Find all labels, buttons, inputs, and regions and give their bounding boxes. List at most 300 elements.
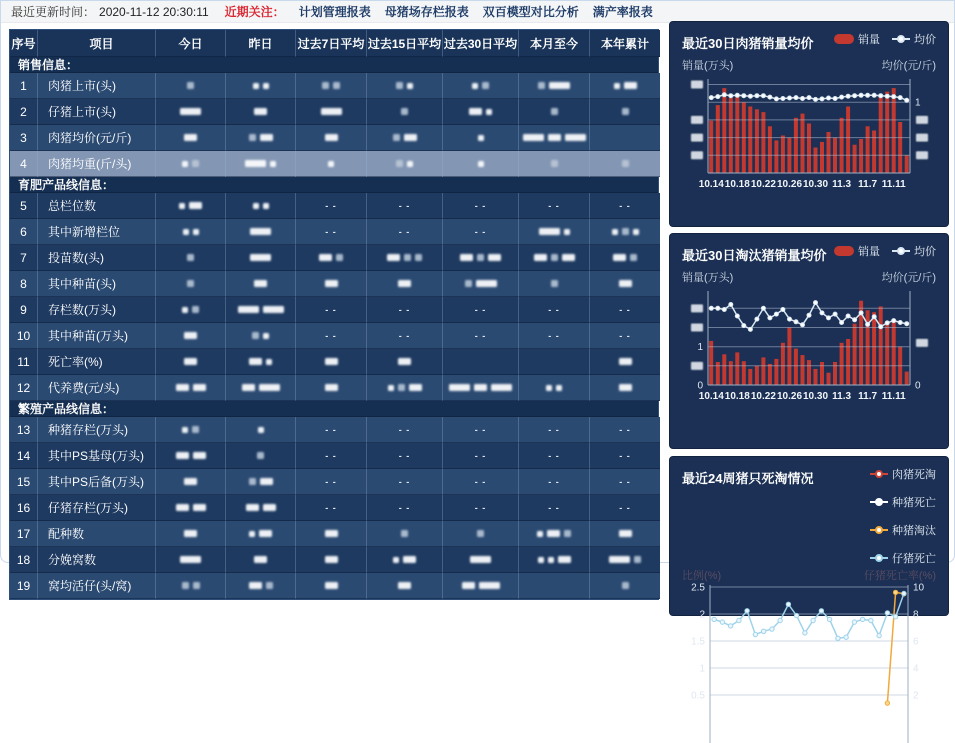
value-cell	[226, 547, 296, 573]
svg-text:4: 4	[913, 663, 919, 675]
legend-bar-swatch	[834, 246, 854, 256]
focus-link[interactable]: 母猪场存栏报表	[384, 5, 469, 19]
chart-card-mortality	[669, 456, 949, 702]
redacted-value	[564, 530, 571, 537]
legend-line-swatch	[870, 473, 888, 475]
svg-text:10: 10	[913, 582, 925, 594]
redacted-value	[460, 254, 473, 261]
value-cell	[156, 245, 226, 271]
column-header: 项目	[38, 30, 156, 57]
value-cell	[156, 151, 226, 177]
focus-links	[285, 3, 653, 20]
svg-text:11.3: 11.3	[832, 391, 852, 402]
value-cell	[367, 349, 443, 375]
legend-label: 销量	[858, 34, 880, 46]
svg-text:6: 6	[913, 636, 919, 648]
chart-title: 最近30日肉猪销量均价	[682, 36, 814, 51]
table-row[interactable]	[10, 219, 658, 245]
y-axis-left-label: 销量(万头)	[682, 272, 734, 284]
redacted-value	[477, 254, 484, 261]
value-cell	[519, 151, 590, 177]
redacted-value	[622, 228, 629, 235]
svg-text:11.11: 11.11	[881, 391, 906, 402]
value-cell	[226, 297, 296, 323]
legend-item[interactable]	[870, 522, 936, 538]
redacted-value	[465, 280, 472, 287]
value-cell	[226, 349, 296, 375]
redacted-value	[253, 83, 259, 89]
redacted-value	[488, 254, 501, 261]
value-cell	[296, 349, 367, 375]
redacted-value	[551, 254, 558, 261]
empty-value-dash: - -	[548, 330, 560, 341]
row-label: 仔猪存栏(万头)	[38, 495, 156, 521]
svg-text:11.7: 11.7	[858, 391, 878, 402]
table-row[interactable]	[10, 271, 658, 297]
value-cell	[519, 219, 590, 245]
redacted-value	[398, 358, 411, 365]
redacted-value	[474, 384, 487, 391]
table-row[interactable]	[10, 573, 658, 599]
y-axis-right-label: 仔猪死亡率(%)	[863, 570, 936, 582]
empty-value-dash: - -	[398, 450, 411, 461]
value-cell	[367, 323, 443, 349]
value-cell	[443, 151, 519, 177]
legend-bar-swatch	[834, 34, 854, 44]
redacted-value	[193, 504, 206, 511]
value-cell	[590, 151, 660, 177]
empty-value-dash: - -	[325, 424, 337, 435]
legend-label: 仔猪死亡	[892, 553, 936, 565]
redacted-value	[403, 556, 416, 563]
value-cell	[443, 73, 519, 99]
row-number: 11	[10, 349, 38, 375]
value-cell	[156, 271, 226, 297]
redacted-value	[624, 82, 637, 89]
focus-link[interactable]: 满产率报表	[592, 5, 653, 19]
value-cell	[519, 271, 590, 297]
value-cell	[519, 125, 590, 151]
redacted-value	[404, 254, 411, 261]
value-cell	[367, 521, 443, 547]
value-cell	[156, 297, 226, 323]
value-cell	[443, 547, 519, 573]
redacted-value	[565, 134, 586, 141]
legend-line-swatch	[870, 501, 888, 503]
redacted-value	[187, 82, 194, 89]
legend-item[interactable]	[870, 466, 936, 482]
legend-item[interactable]	[892, 31, 936, 47]
chart-canvas[interactable]	[682, 285, 936, 415]
redacted-value	[401, 530, 408, 537]
redacted-value	[523, 134, 544, 141]
value-cell	[226, 573, 296, 599]
value-cell	[590, 375, 660, 401]
redacted-value	[328, 161, 334, 167]
value-cell	[590, 417, 660, 443]
row-label: 肉猪均价(元/斤)	[38, 125, 156, 151]
value-cell	[226, 521, 296, 547]
row-label: 种猪存栏(万头)	[38, 417, 156, 443]
empty-value-dash: - -	[398, 304, 411, 315]
empty-value-dash: - -	[619, 330, 631, 341]
row-label: 其中PS基母(万头)	[38, 443, 156, 469]
empty-value-dash: - -	[325, 226, 337, 237]
svg-text:1: 1	[697, 342, 703, 354]
redacted-value	[401, 108, 408, 115]
chart-canvas[interactable]	[682, 583, 936, 743]
value-cell	[367, 495, 443, 521]
row-label: 其中种苗(万头)	[38, 323, 156, 349]
table-section-header: 销售信息：	[10, 57, 658, 73]
value-cell	[519, 73, 590, 99]
empty-value-dash: - -	[474, 200, 487, 211]
chart-card-pork-sales	[669, 21, 949, 227]
svg-text:0: 0	[697, 380, 703, 392]
redacted-value	[254, 108, 267, 115]
table-row[interactable]	[10, 151, 658, 177]
redacted-value	[180, 556, 201, 563]
table-row[interactable]	[10, 73, 658, 99]
row-number: 18	[10, 547, 38, 573]
redacted-value	[551, 108, 558, 115]
value-cell	[296, 271, 367, 297]
svg-text:2.5: 2.5	[691, 582, 705, 594]
redacted-value	[548, 134, 561, 141]
table-row[interactable]	[10, 125, 658, 151]
value-cell	[519, 375, 590, 401]
redacted-value	[325, 530, 338, 537]
svg-text:1: 1	[699, 663, 705, 675]
row-number: 14	[10, 443, 38, 469]
empty-value-dash: - -	[548, 476, 560, 487]
table-row[interactable]	[10, 375, 658, 401]
redacted-value	[182, 307, 188, 313]
value-cell	[519, 547, 590, 573]
chart-legend	[813, 466, 936, 566]
row-label: 其中PS后备(万头)	[38, 469, 156, 495]
chart-legend	[834, 31, 936, 47]
table-row[interactable]	[10, 547, 658, 573]
value-cell	[156, 323, 226, 349]
row-number: 9	[10, 297, 38, 323]
value-cell	[519, 521, 590, 547]
value-cell	[590, 547, 660, 573]
legend-line-swatch	[892, 38, 910, 40]
row-number: 10	[10, 323, 38, 349]
value-cell	[519, 495, 590, 521]
empty-value-dash: - -	[474, 330, 487, 341]
empty-value-dash: - -	[619, 304, 631, 315]
value-cell	[226, 99, 296, 125]
value-cell	[590, 495, 660, 521]
table-row[interactable]	[10, 349, 658, 375]
value-cell	[296, 375, 367, 401]
chart-card-cull-sales	[669, 233, 949, 449]
chart-canvas[interactable]	[682, 73, 936, 203]
row-label: 总栏位数	[38, 193, 156, 219]
empty-value-dash: - -	[548, 450, 560, 461]
update-time-value: 2020-11-12 20:30:11	[99, 4, 209, 19]
legend-item[interactable]	[834, 31, 880, 47]
value-cell	[226, 219, 296, 245]
redacted-value	[266, 359, 272, 365]
y-axis-left-label: 比例(%)	[682, 570, 722, 582]
value-cell	[367, 219, 443, 245]
value-cell	[590, 323, 660, 349]
value-cell	[590, 73, 660, 99]
row-label: 肉猪均重(斤/头)	[38, 151, 156, 177]
value-cell	[367, 417, 443, 443]
column-header: 昨日	[226, 30, 296, 57]
redacted-value	[612, 229, 618, 235]
svg-text:10.22: 10.22	[750, 391, 776, 402]
redacted-value	[388, 385, 394, 391]
value-cell	[367, 573, 443, 599]
redacted-value	[249, 531, 255, 537]
redacted-value	[609, 556, 630, 563]
redacted-value	[187, 254, 194, 261]
value-cell	[226, 495, 296, 521]
redacted-value	[325, 556, 338, 563]
focus-link[interactable]: 计划管理报表	[298, 5, 371, 19]
redacted-value	[613, 254, 626, 261]
column-header: 序号	[10, 30, 38, 57]
empty-value-dash: - -	[548, 304, 560, 315]
redacted-value	[619, 358, 632, 365]
value-cell	[519, 99, 590, 125]
focus-label: 近期关注：	[224, 5, 285, 19]
empty-value-dash: - -	[325, 502, 337, 513]
value-cell	[156, 349, 226, 375]
empty-value-dash: - -	[548, 502, 560, 513]
value-cell	[519, 297, 590, 323]
redacted-value	[333, 82, 340, 89]
value-cell	[367, 375, 443, 401]
redacted-value	[482, 82, 489, 89]
row-label: 窝均活仔(头/窝)	[38, 573, 156, 599]
chart-title: 最近24周猪只死淘情况	[682, 471, 814, 486]
redacted-value	[253, 203, 259, 209]
value-cell	[296, 443, 367, 469]
redacted-value	[462, 582, 475, 589]
value-cell	[519, 245, 590, 271]
value-cell	[296, 151, 367, 177]
value-cell	[367, 151, 443, 177]
empty-value-dash: - -	[325, 304, 337, 315]
redacted-value	[634, 556, 641, 563]
row-number: 15	[10, 469, 38, 495]
focus-link[interactable]: 双百模型对比分析	[482, 5, 579, 19]
redacted-value	[325, 358, 338, 365]
redacted-value	[182, 161, 188, 167]
redacted-value	[546, 385, 552, 391]
redacted-value	[184, 358, 197, 365]
value-cell	[367, 271, 443, 297]
value-cell	[367, 547, 443, 573]
redacted-value	[469, 108, 482, 115]
value-cell	[226, 323, 296, 349]
redacted-value	[336, 254, 343, 261]
empty-value-dash: - -	[325, 450, 337, 461]
value-cell	[367, 73, 443, 99]
redacted-value	[415, 254, 422, 261]
value-cell	[296, 297, 367, 323]
empty-value-dash: - -	[474, 424, 487, 435]
redacted-value	[322, 82, 329, 89]
table-row[interactable]	[10, 443, 658, 469]
value-cell	[296, 125, 367, 151]
empty-value-dash: - -	[398, 424, 411, 435]
value-cell	[226, 375, 296, 401]
redacted-value	[404, 134, 417, 141]
redacted-value	[538, 82, 545, 89]
value-cell	[443, 193, 519, 219]
legend-item[interactable]	[870, 494, 936, 510]
redacted-value	[184, 530, 197, 537]
redacted-value	[260, 478, 273, 485]
empty-value-dash: - -	[619, 450, 631, 461]
update-time-label: 最近更新时间：	[11, 5, 96, 19]
value-cell	[519, 349, 590, 375]
redacted-value	[619, 530, 632, 537]
redacted-value	[254, 556, 267, 563]
value-cell	[519, 193, 590, 219]
redacted-value	[325, 384, 338, 391]
empty-value-dash: - -	[325, 200, 337, 211]
empty-value-dash: - -	[325, 476, 337, 487]
redacted-value	[250, 228, 271, 235]
redacted-value	[263, 203, 269, 209]
topbar	[1, 1, 954, 23]
value-cell	[156, 99, 226, 125]
redacted-value	[270, 161, 276, 167]
table-row[interactable]	[10, 245, 658, 271]
redacted-value	[192, 426, 199, 433]
redacted-value	[409, 384, 422, 391]
row-number: 19	[10, 573, 38, 599]
redacted-value	[266, 582, 273, 589]
table-row[interactable]	[10, 99, 658, 125]
table-section-header: 育肥产品线信息：	[10, 177, 658, 193]
redacted-value	[396, 82, 403, 89]
empty-value-dash: - -	[548, 200, 560, 211]
value-cell	[443, 375, 519, 401]
legend-item[interactable]	[892, 243, 936, 259]
value-cell	[590, 245, 660, 271]
row-label: 代养费(元/头)	[38, 375, 156, 401]
empty-value-dash: - -	[398, 226, 411, 237]
table-row[interactable]	[10, 495, 658, 521]
row-number: 6	[10, 219, 38, 245]
table-row[interactable]	[10, 417, 658, 443]
redacted-value	[478, 161, 484, 167]
value-cell	[590, 521, 660, 547]
redacted-value	[249, 358, 262, 365]
table-row[interactable]	[10, 193, 658, 219]
table-section-header: 繁殖产品线信息：	[10, 401, 658, 417]
svg-text:1: 1	[915, 97, 921, 109]
chart-title: 最近30日淘汰猪销量均价	[682, 248, 827, 263]
value-cell	[296, 323, 367, 349]
table-row[interactable]	[10, 323, 658, 349]
redacted-value	[398, 280, 411, 287]
legend-label: 均价	[914, 246, 936, 258]
value-cell	[296, 73, 367, 99]
redacted-value	[398, 582, 411, 589]
table-row[interactable]	[10, 469, 658, 495]
redacted-value	[184, 478, 197, 485]
row-number: 8	[10, 271, 38, 297]
value-cell	[226, 417, 296, 443]
empty-value-dash: - -	[474, 304, 487, 315]
value-cell	[156, 443, 226, 469]
value-cell	[226, 469, 296, 495]
value-cell	[443, 443, 519, 469]
table-row[interactable]	[10, 521, 658, 547]
redacted-value	[176, 384, 189, 391]
value-cell	[590, 219, 660, 245]
legend-label: 种猪淘汰	[892, 525, 936, 537]
empty-value-dash: - -	[325, 330, 337, 341]
empty-value-dash: - -	[474, 450, 487, 461]
redacted-value	[393, 557, 399, 563]
value-cell	[590, 193, 660, 219]
value-cell	[296, 547, 367, 573]
redacted-value	[249, 582, 262, 589]
redacted-value	[254, 280, 267, 287]
redacted-value	[491, 384, 512, 391]
row-number: 5	[10, 193, 38, 219]
row-label: 其中种苗(头)	[38, 271, 156, 297]
svg-text:10.14: 10.14	[698, 391, 724, 402]
row-number: 3	[10, 125, 38, 151]
redacted-value	[548, 557, 554, 563]
redacted-value	[325, 280, 338, 287]
redacted-value	[176, 504, 189, 511]
legend-label: 肉猪死淘	[892, 469, 936, 481]
value-cell	[296, 417, 367, 443]
redacted-value	[176, 452, 189, 459]
column-header: 本月至今	[519, 30, 590, 57]
value-cell	[226, 443, 296, 469]
legend-item[interactable]	[834, 243, 880, 259]
redacted-value	[633, 229, 639, 235]
table-row[interactable]	[10, 297, 658, 323]
svg-text:2: 2	[913, 690, 919, 702]
value-cell	[367, 297, 443, 323]
svg-text:11.7: 11.7	[858, 179, 878, 190]
value-cell	[296, 193, 367, 219]
value-cell	[367, 245, 443, 271]
redacted-value	[193, 229, 199, 235]
value-cell	[443, 219, 519, 245]
chart-legend	[834, 243, 936, 259]
redacted-value	[476, 280, 497, 287]
y-axis-right-label: 均价(元/斤)	[881, 60, 936, 72]
redacted-value	[263, 83, 269, 89]
redacted-value	[263, 333, 269, 339]
value-cell	[226, 73, 296, 99]
row-label: 分娩窝数	[38, 547, 156, 573]
legend-item[interactable]	[870, 550, 936, 566]
redacted-value	[184, 134, 197, 141]
report-table	[9, 29, 659, 600]
redacted-value	[549, 82, 570, 89]
redacted-value	[534, 254, 547, 261]
redacted-value	[180, 108, 201, 115]
redacted-value	[537, 531, 543, 537]
